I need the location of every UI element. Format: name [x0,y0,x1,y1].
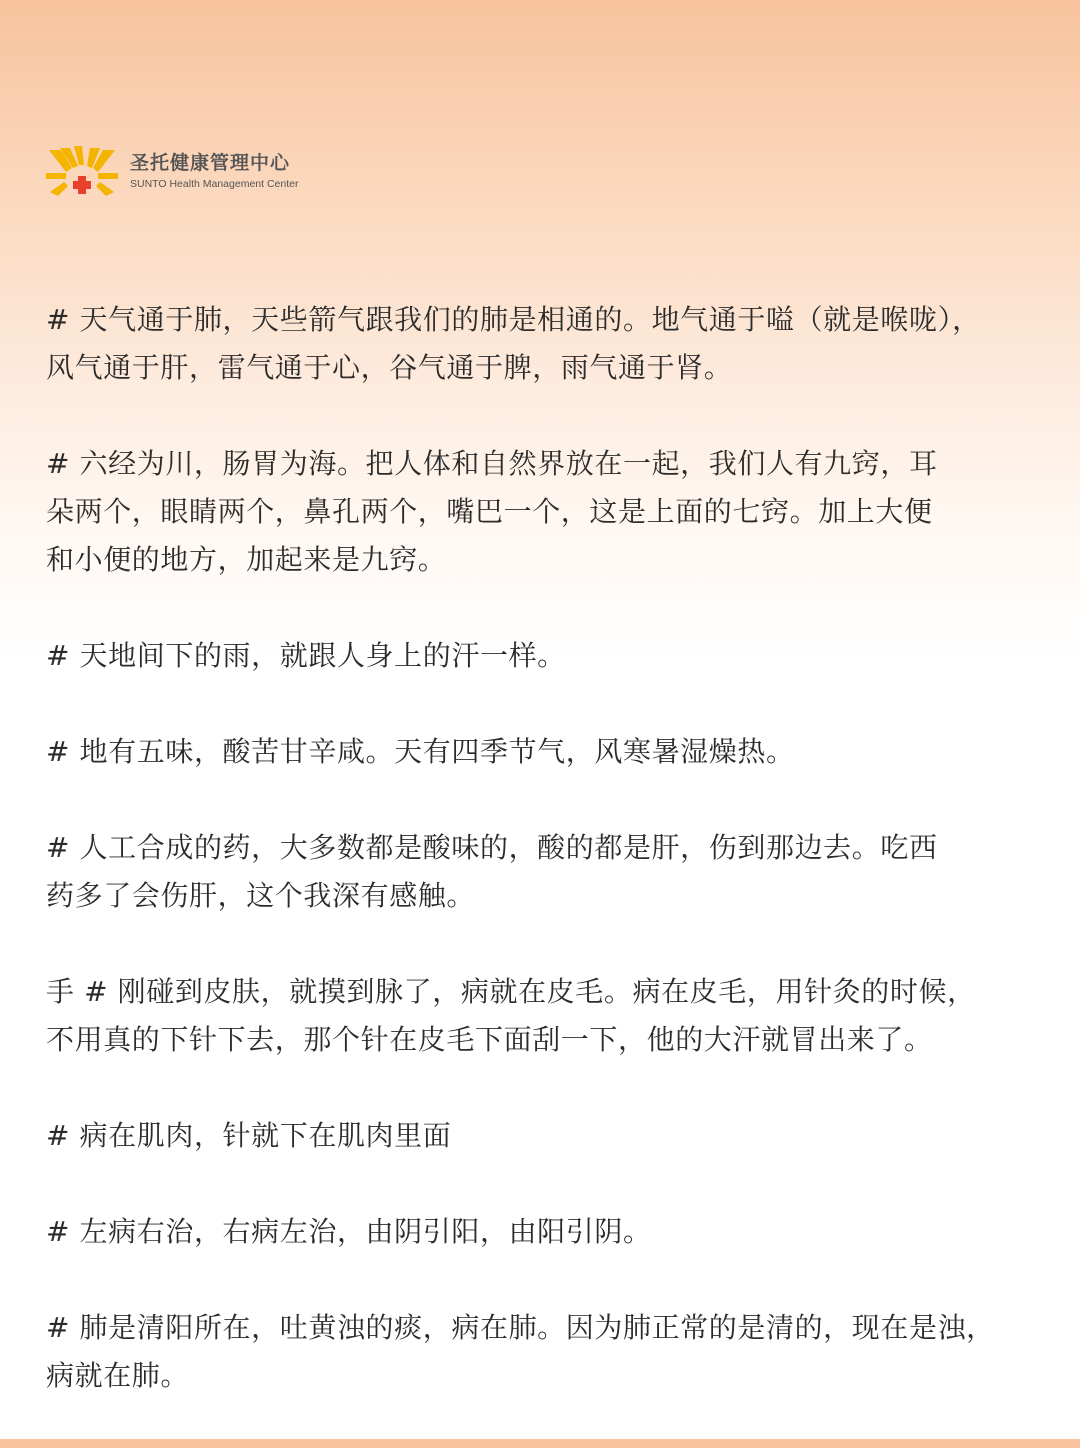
brand-name-cn: 圣托健康管理中心 [130,152,291,174]
paragraph-line: # 天气通于肺，天些箭气跟我们的肺是相通的。地气通于嗌（就是喉咙）， [46,303,981,336]
paragraph-line: 风气通于肝，雷气通于心，谷气通于脾，雨气通于肾。 [46,351,733,384]
article-body [46,296,1056,1448]
paragraph-line: 药多了会伤肝，这个我深有感触。 [46,879,476,912]
paragraph-line: 和小便的地方，加起来是九窍。 [46,543,447,576]
paragraph-line: 手 # 刚碰到皮肤，就摸到脉了，病就在皮毛。病在皮毛，用针灸的时候， [46,975,976,1008]
paragraph [46,1112,1056,1160]
paragraph [46,824,1056,920]
paragraph [46,1208,1056,1256]
paragraph [46,1304,1056,1400]
paragraph [46,296,1056,392]
paragraph-line: # 左病右治，右病左治，由阴引阳，由阳引阴。 [46,1215,652,1248]
paragraph [46,440,1056,584]
brand-logo [46,146,298,196]
paragraph [46,728,1056,776]
sun-cross-logo-icon [46,146,118,196]
paragraph-line: # 人工合成的药，大多数都是酸味的，酸的都是肝，伤到那边去。吃西 [46,831,938,864]
paragraph-line: # 六经为川，肠胃为海。把人体和自然界放在一起，我们人有九窍，耳 [46,447,938,480]
paragraph-line: # 地有五味，酸苦甘辛咸。天有四季节气，风寒暑湿燥热。 [46,735,795,768]
paragraph-line: 病就在肺。 [46,1359,190,1392]
paragraph-line: 不用真的下针下去，那个针在皮毛下面刮一下，他的大汗就冒出来了。 [46,1023,933,1056]
paragraph [46,632,1056,680]
paragraph-line: # 病在肌肉，针就下在肌肉里面 [46,1119,452,1152]
paragraph-line: # 天地间下的雨，就跟人身上的汗一样。 [46,639,566,672]
brand-name-en: SUNTO Health Management Center [130,178,299,190]
paragraph-line: # 肺是清阳所在，吐黄浊的痰，病在肺。因为肺正常的是清的，现在是浊， [46,1311,995,1344]
paragraph-line: 朵两个，眼睛两个，鼻孔两个，嘴巴一个，这是上面的七窍。加上大便 [46,495,933,528]
paragraph [46,968,1056,1064]
